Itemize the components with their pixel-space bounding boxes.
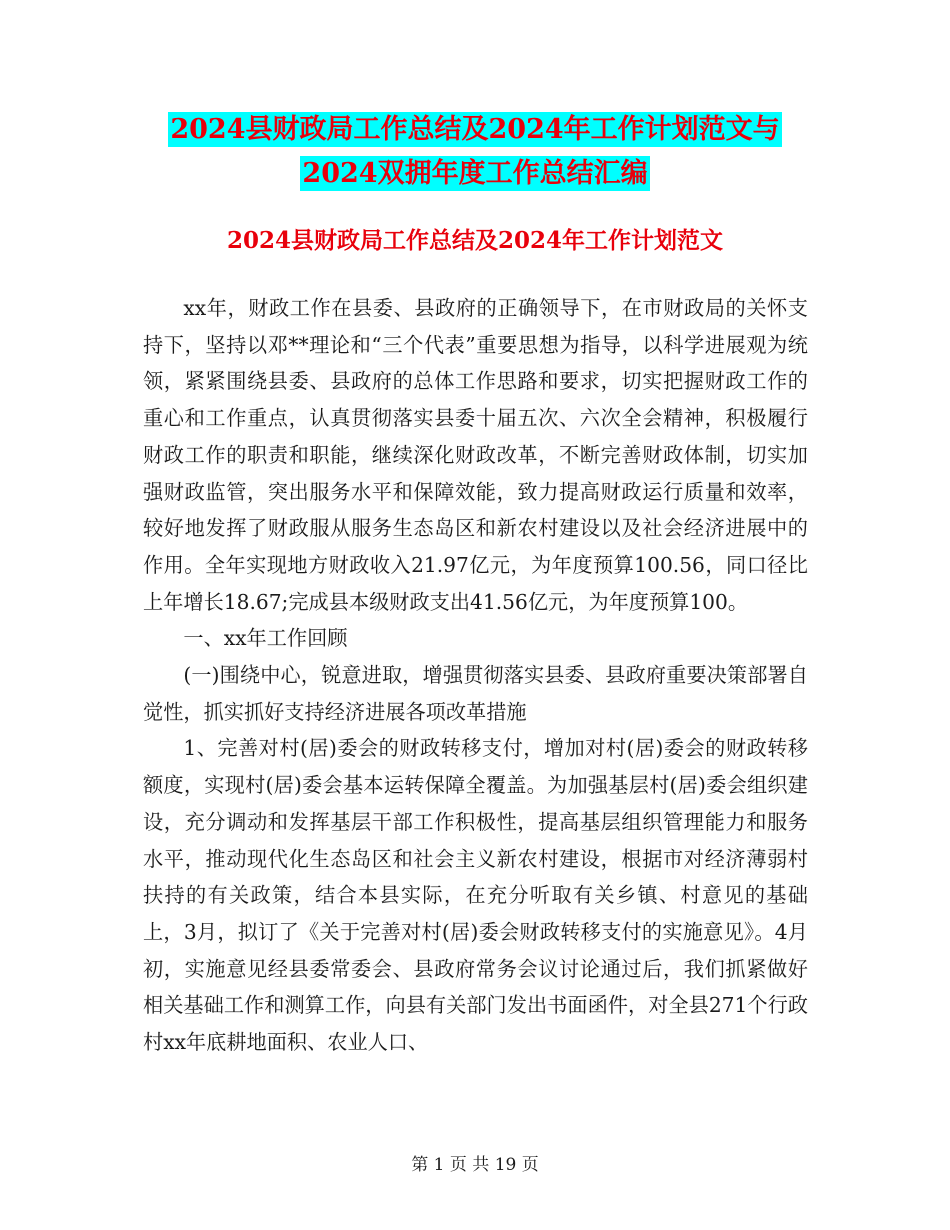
- document-title-line-2: [0, 154, 950, 194]
- paragraph-subheading-1: (一)围绕中心，锐意进取，增强贯彻落实县委、县政府重要决策部署自觉性，抓实抓好支持经济进展各项改革措施: [143, 663, 808, 724]
- page-footer: 第 1 页 共 19 页: [411, 1155, 539, 1175]
- title-line-1-text: 2024县财政局工作总结及2024年工作计划范文与: [170, 114, 780, 145]
- document-title-line-1: [0, 110, 950, 150]
- title-line-2-text: 2024双拥年度工作总结汇编: [302, 158, 648, 189]
- document-body: [143, 290, 808, 1061]
- paragraph-heading-review: 一、xx年工作回顾: [183, 626, 348, 651]
- section-title: 2024县财政局工作总结及2024年工作计划范文: [226, 227, 724, 254]
- paragraph-intro: xx年，财政工作在县委、县政府的正确领导下，在市财政局的关怀支持下，坚持以邓**理论和“三个代表”重要思想为指导，以科学进展观为统领，紧紧围绕县委、县政府的总体工作思路和要求，切实把握财政工作的重心和工作重点，认真贯彻落实县委十届五次、六次全会精神，积极履行财政工作的职责和职能，继续深化财政改革，不断完善财政体制，切实加强财政监管，突出服务水平和保障效能，致力提高财政运行质量和效率，较好地发挥了财政服从服务生态岛区和新农村建设以及社会经济进展中的作用。全年实现地方财政收入21.97亿元，为年度预算100.56，同口径比上年增长18.67;完成县本级财政支出41.56亿元，为年度预算100。: [143, 296, 808, 614]
- paragraph-item-1: 1、完善对村(居)委会的财政转移支付，增加对村(居)委会的财政转移额度，实现村(居)委会基本运转保障全覆盖。为加强基层村(居)委会组织建设，充分调动和发挥基层干部工作积极性，提高基层组织管理能力和服务水平，推动现代化生态岛区和社会主义新农村建设，根据市对经济薄弱村扶持的有关政策，结合本县实际，在充分听取有关乡镇、村意见的基础上，3月，拟订了《关于完善对村(居)委会财政转移支付的实施意见》。4月初，实施意见经县委常委会、县政府常务会议讨论通过后，我们抓紧做好相关基础工作和测算工作，向县有关部门发出书面函件，对全县271个行政村xx年底耕地面积、农业人口、: [143, 736, 808, 1055]
